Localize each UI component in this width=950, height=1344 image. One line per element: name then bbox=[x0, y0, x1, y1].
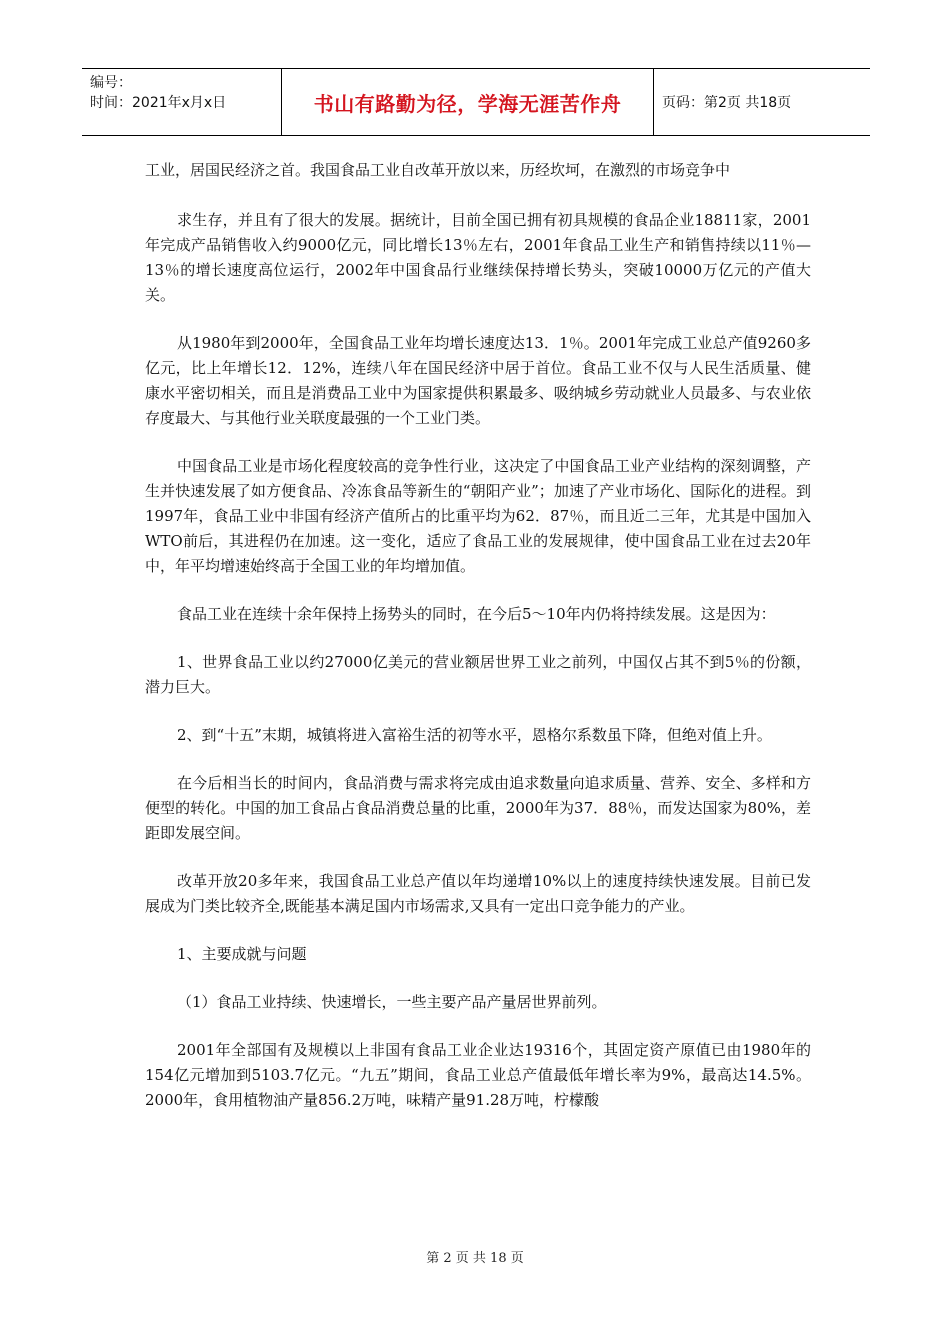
paragraph: 改革开放20多年来，我国食品工业总产值以年均递增10%以上的速度持续快速发展。目前已发展成为门类比较齐全,既能基本满足国内市场需求,又具有一定出口竞争能力的产业。 bbox=[145, 872, 811, 915]
paragraph: 从1980年到2000年，全国食品工业年均增长速度达13．1％。2001年完成工业总产值9260多亿元，比上年增长12．12%，连续八年在国民经济中居于首位。食品工业不仅与人民生活质量、健康水平密切相关，而且是消费品工业中为国家提供积累最多、吸纳城乡劳动就业人员最多、与农业依存度最大、与其他行业关联度最强的一个工业门类。 bbox=[145, 334, 811, 427]
document-body bbox=[145, 158, 811, 1136]
list-item: 1、世界食品工业以约27000亿美元的营业额居世界工业之前列，中国仅占其不到5％的份额，潜力巨大。 bbox=[145, 653, 811, 696]
section-heading: 1、主要成就与问题 bbox=[177, 945, 307, 963]
paragraph: 求生存，并且有了很大的发展。据统计，目前全国已拥有初具规模的食品企业18811家，2001年完成产品销售收入约9000亿元，同比增长13％左右，2001年食品工业生产和销售持续以11％—13％的增长速度高位运行，2002年中国食品行业继续保持增长势头，突破10000万亿元的产值大关。 bbox=[145, 211, 811, 304]
list-item: 2、到“十五”末期，城镇将进入富裕生活的初等水平，恩格尔系数虽下降，但绝对值上升。 bbox=[177, 726, 772, 744]
header-motto: 书山有路勤为径，学海无涯苦作舟 bbox=[282, 69, 654, 135]
paragraph: 中国食品工业是市场化程度较高的竞争性行业，这决定了中国食品工业产业结构的深刻调整，产生并快速发展了如方便食品、冷冻食品等新生的“朝阳产业”；加速了产业市场化、国际化的进程。到1997年，食品工业中非国有经济产值所占的比重平均为62．87％，而且近二三年，尤其是中国加入WTO前后，其进程仍在加速。这一变化，适应了食品工业的发展规律，使中国食品工业在过去20年中，年平均增速始终高于全国工业的年均增加值。 bbox=[145, 457, 811, 575]
header-page-label: 页码：第2页 共18页 bbox=[662, 95, 792, 111]
paragraph: 食品工业在连续十余年保持上扬势头的同时，在今后5～10年内仍将持续发展。这是因为： bbox=[177, 605, 776, 623]
paragraph: 在今后相当长的时间内，食品消费与需求将完成由追求数量向追求质量、营养、安全、多样和方便型的转化。中国的加工食品占食品消费总量的比重，2000年为37．88％，而发达国家为80%，差距即发展空间。 bbox=[145, 774, 811, 842]
time-label: 时间：2021年x月x日 bbox=[90, 95, 227, 111]
page-footer: 第 2 页 共 18 页 bbox=[426, 1251, 524, 1266]
subsection-heading: （1）食品工业持续、快速增长，一些主要产品产量居世界前列。 bbox=[177, 993, 607, 1011]
paragraph: 工业，居国民经济之首。我国食品工业自改革开放以来，历经坎坷，在激烈的市场竞争中 bbox=[145, 161, 731, 179]
paragraph: 2001年全部国有及规模以上非国有食品工业企业达19316个，其固定资产原值已由1980年的154亿元增加到5103.7亿元。“九五”期间，食品工业总产值最低年增长率为9%，最高达14.5%。2000年，食用植物油产量856.2万吨，味精产量91.28万吨，柠檬酸 bbox=[145, 1041, 811, 1109]
header-meta bbox=[82, 69, 282, 135]
page-header bbox=[82, 68, 870, 136]
code-label: 编号： bbox=[90, 75, 132, 91]
